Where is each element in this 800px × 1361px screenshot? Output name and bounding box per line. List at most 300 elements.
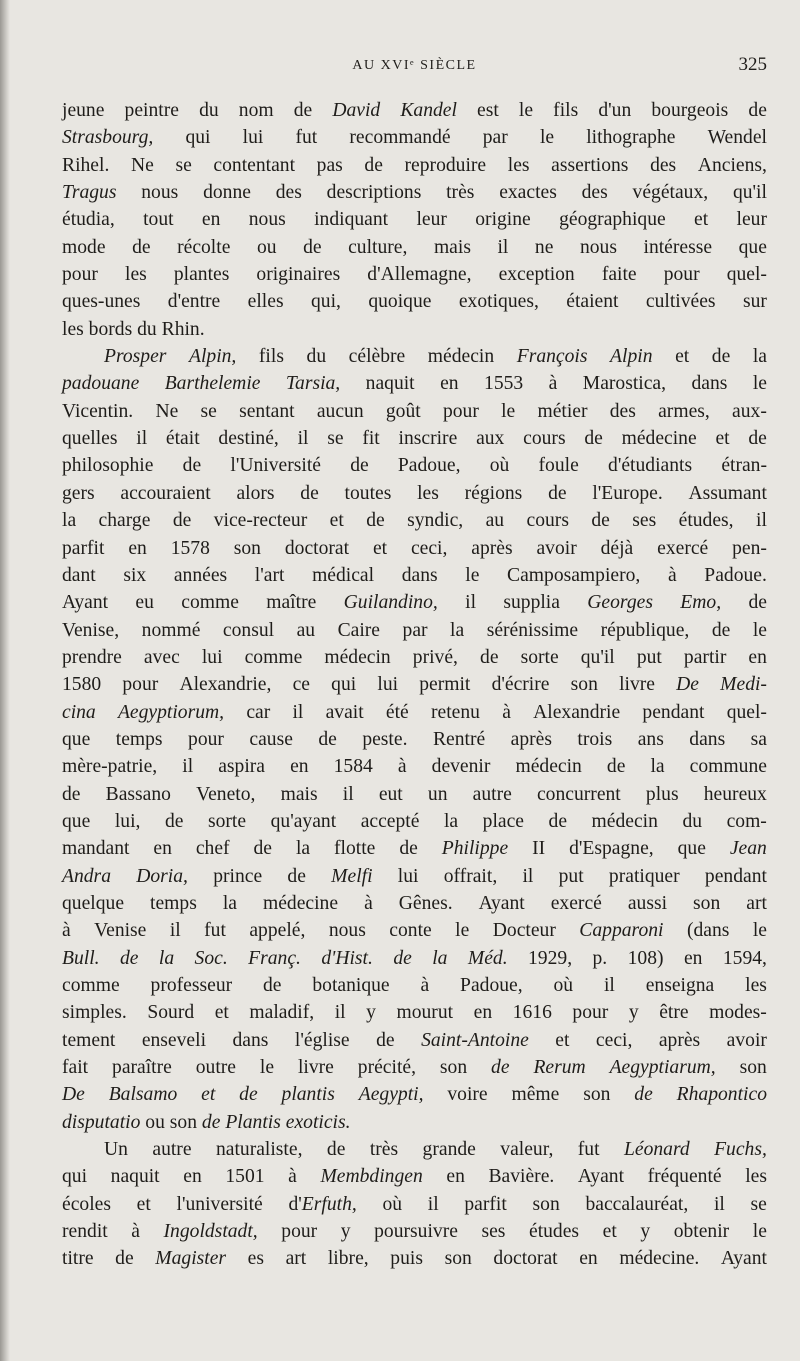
- italic-word: de: [491, 1057, 510, 1079]
- word: en: [579, 1248, 598, 1270]
- italic-word: Tarsia,: [285, 373, 341, 395]
- word: il: [603, 975, 615, 996]
- word: lui,: [114, 810, 141, 832]
- word: étaient: [566, 291, 619, 313]
- word: quelles: [62, 428, 118, 450]
- text-line: [62, 535, 767, 562]
- italic-word: padouane: [62, 373, 140, 395]
- text-line: [62, 1245, 767, 1272]
- word: com-: [726, 810, 767, 832]
- word: grande: [422, 1139, 476, 1161]
- word: nom: [238, 100, 274, 121]
- word: mode: [62, 236, 106, 258]
- word: eut: [378, 783, 403, 805]
- word: de: [548, 482, 567, 504]
- word: l'Université: [230, 455, 321, 477]
- word: naturaliste,: [215, 1139, 303, 1161]
- word: des: [581, 182, 608, 204]
- word: il: [713, 1193, 725, 1215]
- word: qu'il: [732, 182, 767, 204]
- italic-word: Magister: [155, 1248, 227, 1270]
- text-line: [62, 917, 767, 944]
- word: devenir: [431, 756, 491, 778]
- word: de: [62, 783, 81, 805]
- word: exotiques,: [458, 291, 539, 313]
- word: de: [364, 154, 383, 176]
- word: mère-patrie,: [62, 756, 158, 778]
- word: en: [473, 1002, 493, 1024]
- italic-word: Alpin: [610, 346, 653, 368]
- word: leur: [416, 209, 447, 231]
- word: son: [532, 1193, 560, 1215]
- word: Alexandrie: [533, 701, 621, 723]
- word: de: [591, 510, 610, 532]
- word: les: [417, 482, 439, 504]
- italic-word: la: [432, 947, 448, 969]
- word: à: [548, 373, 558, 395]
- text-line: [62, 398, 767, 425]
- italic-word: Plantis: [225, 1111, 286, 1133]
- word: nous: [328, 920, 366, 942]
- word: aussi: [627, 892, 668, 914]
- word: y: [640, 1221, 651, 1243]
- word: fait: [62, 1057, 89, 1079]
- word: pour: [442, 400, 479, 422]
- word: Sourd: [147, 1002, 195, 1024]
- word: son: [444, 1248, 472, 1270]
- word: sorte: [520, 646, 559, 668]
- word: poursuivre: [374, 1221, 458, 1243]
- italic-word: Franç.: [248, 947, 301, 969]
- word: peintre: [124, 100, 179, 121]
- word: exception: [498, 264, 575, 286]
- word: se: [175, 154, 192, 176]
- word: lui: [242, 127, 264, 149]
- word: régions: [464, 482, 523, 504]
- italic-word: Georges: [587, 592, 653, 614]
- italic-word: cina: [62, 701, 96, 723]
- word: es: [247, 1248, 264, 1270]
- word: exercé: [657, 537, 709, 559]
- italic-word: François: [516, 346, 588, 368]
- word: avoir: [726, 1029, 767, 1051]
- word: inscrire: [398, 428, 458, 450]
- word: 1501: [225, 1166, 265, 1188]
- text-line: [62, 699, 767, 726]
- word: de: [606, 756, 626, 778]
- word: le: [752, 920, 767, 942]
- word: cours: [526, 510, 569, 532]
- word: offrait,: [443, 865, 498, 887]
- word: à: [397, 756, 407, 778]
- word: qu'ayant: [270, 810, 337, 832]
- word: les: [62, 318, 89, 340]
- italic-word: Membdingen: [320, 1166, 423, 1188]
- text-line: [62, 972, 767, 999]
- word: pen-: [732, 537, 767, 559]
- word: cours: [523, 428, 566, 450]
- italic-word: Andra: [62, 865, 111, 887]
- word: mais: [433, 236, 471, 258]
- word: dant: [62, 564, 96, 586]
- word: d'Espagne,: [569, 838, 654, 860]
- italic-word: Jean: [729, 838, 767, 860]
- word: son: [583, 1084, 611, 1106]
- italic-word: Balsamo: [108, 1084, 178, 1106]
- word: en: [201, 209, 221, 231]
- word: du: [306, 346, 327, 368]
- word: syndic,: [407, 510, 464, 532]
- page-header: [62, 54, 767, 80]
- word: culture,: [348, 236, 408, 258]
- word: et: [555, 1029, 570, 1051]
- word: botanique: [312, 975, 390, 996]
- word: naquit: [365, 373, 415, 395]
- text-line: [62, 562, 767, 589]
- word: descriptions: [326, 182, 422, 204]
- word: heureux: [703, 783, 767, 805]
- running-head: AU XVIᵉ SIÈCLE: [352, 58, 477, 73]
- word: autre: [152, 1139, 192, 1161]
- word: la: [450, 619, 465, 641]
- word: il: [334, 1002, 346, 1024]
- word: à: [131, 1221, 140, 1243]
- italic-word: Alpin,: [188, 346, 237, 368]
- word: que: [62, 728, 91, 750]
- word: assertions: [551, 154, 629, 176]
- word: p.: [592, 947, 608, 969]
- italic-word: De: [62, 1084, 85, 1106]
- word: la: [752, 346, 767, 368]
- italic-word: Aegyptiorum,: [117, 701, 225, 723]
- italic-word: de: [393, 947, 412, 969]
- italic-word: Aegypti,: [358, 1084, 424, 1106]
- text-line: [62, 726, 767, 753]
- word: Wendel: [707, 127, 767, 149]
- word: Bassano: [105, 783, 171, 805]
- word: modes-: [709, 1002, 767, 1024]
- word: sur: [742, 291, 767, 313]
- text-line: [62, 1136, 767, 1163]
- word: II: [532, 838, 546, 860]
- word: Rhin.: [161, 318, 205, 340]
- word: en: [446, 1166, 465, 1188]
- word: il: [292, 701, 304, 723]
- word: et: [372, 537, 388, 559]
- word: ou: [256, 236, 277, 258]
- word: des: [650, 154, 677, 176]
- word: pour: [663, 264, 700, 286]
- word: pour: [188, 728, 224, 750]
- word: comme: [244, 646, 303, 668]
- word: pendant: [642, 701, 705, 723]
- word: du: [137, 318, 162, 340]
- word: ses: [481, 1221, 506, 1243]
- word: se: [200, 400, 217, 422]
- word: ceci,: [410, 537, 448, 559]
- word: se: [327, 428, 344, 450]
- word: à: [502, 701, 511, 723]
- word: 1578: [170, 537, 210, 559]
- word: Gênes.: [398, 892, 453, 914]
- italic-word: Tragus: [62, 182, 117, 204]
- word: pour: [281, 1221, 318, 1243]
- word: de: [350, 455, 369, 477]
- word: place: [482, 810, 524, 832]
- text-line: [62, 507, 767, 534]
- word: baccalauréat,: [585, 1193, 689, 1215]
- word: de: [711, 619, 731, 641]
- word: ce: [292, 674, 310, 696]
- word: naquit: [110, 1166, 160, 1188]
- word: quelque: [62, 892, 125, 914]
- word: jeune: [62, 100, 105, 121]
- word: après: [471, 537, 513, 559]
- word: retenu: [431, 701, 480, 723]
- word: le: [465, 564, 480, 586]
- word: nous: [248, 209, 286, 231]
- word: parfit: [62, 537, 105, 559]
- text-line: [62, 999, 767, 1026]
- word: lui: [397, 865, 419, 887]
- word: fréquenté: [647, 1166, 722, 1188]
- text-line: [62, 1054, 767, 1081]
- word: privé,: [412, 646, 458, 668]
- word: car: [246, 701, 271, 723]
- word: toutes: [344, 482, 392, 504]
- italic-word: Soc.: [194, 947, 228, 969]
- word: 1594,: [722, 947, 767, 969]
- word: de: [399, 838, 418, 860]
- text-line: [62, 370, 767, 397]
- word: récolte: [177, 236, 231, 258]
- text-line: [62, 425, 767, 452]
- book-spine-shadow: [0, 0, 10, 1361]
- word: son: [739, 1057, 767, 1079]
- word: sa: [750, 728, 767, 750]
- word: Camposampiero,: [507, 564, 641, 586]
- word: y: [366, 1002, 376, 1024]
- italic-word: la: [158, 947, 175, 969]
- word: la: [650, 756, 665, 778]
- text-line: [62, 261, 767, 288]
- word: 1616: [512, 1002, 552, 1024]
- word: de: [748, 100, 767, 121]
- word: Un: [104, 1139, 128, 1161]
- word: Caire: [337, 619, 381, 641]
- word: des: [609, 400, 636, 422]
- word: avoir: [536, 537, 577, 559]
- word: enseigna: [645, 975, 715, 996]
- word: le: [752, 373, 767, 395]
- text-line: [62, 671, 767, 698]
- word: Ayant: [478, 892, 525, 914]
- italic-word: Medi-: [720, 674, 767, 696]
- word: cultivées: [645, 291, 716, 313]
- word: de: [326, 1139, 346, 1161]
- italic-word: Bull.: [62, 947, 100, 969]
- word: Veneto,: [196, 783, 256, 805]
- word: célèbre: [348, 346, 406, 368]
- word: de: [132, 236, 151, 258]
- word: est: [477, 100, 499, 121]
- word: alors: [236, 482, 275, 504]
- word: de: [548, 810, 568, 832]
- word: avec: [143, 646, 180, 668]
- italic-word: et: [201, 1084, 216, 1106]
- italic-word: Saint-Antoine: [421, 1029, 529, 1051]
- word: 1584: [333, 756, 373, 778]
- word: mais: [280, 783, 318, 805]
- word: valeur,: [500, 1139, 554, 1161]
- word: après: [658, 1029, 701, 1051]
- word: il: [427, 1193, 439, 1215]
- word: par: [482, 127, 508, 149]
- word: métier: [537, 400, 588, 422]
- word: de: [303, 236, 322, 258]
- word: et: [602, 1221, 617, 1243]
- italic-word: Barthelemie: [164, 373, 261, 395]
- word: il: [182, 756, 194, 778]
- word: de: [376, 1029, 395, 1051]
- word: aux: [476, 428, 505, 450]
- text-line: [62, 179, 767, 206]
- word: que: [62, 810, 91, 832]
- word: philosophie: [62, 455, 154, 477]
- word: être: [659, 1002, 689, 1024]
- word: concurrent: [536, 783, 621, 805]
- word: de: [164, 810, 184, 832]
- word: pour: [62, 264, 98, 286]
- word: en: [153, 838, 172, 860]
- italic-word: Rerum: [533, 1057, 586, 1079]
- italic-word: de: [239, 1084, 258, 1106]
- word: prendre: [62, 646, 122, 668]
- text-line: [62, 781, 767, 808]
- word: parfit: [464, 1193, 507, 1215]
- word: son: [169, 1111, 202, 1133]
- word: Padoue,: [397, 455, 461, 477]
- italic-word: de: [634, 1084, 653, 1106]
- word: Rihel.: [62, 154, 110, 176]
- word: fut: [204, 920, 226, 942]
- word: les: [745, 1166, 767, 1188]
- word: sorte: [207, 810, 247, 832]
- word: reproduire: [404, 154, 487, 176]
- word: faite: [601, 264, 637, 286]
- word: rendit: [62, 1221, 108, 1243]
- italic-word: Erfuth,: [301, 1193, 357, 1215]
- word: art: [285, 1248, 307, 1270]
- word: que: [677, 838, 706, 860]
- word: il: [756, 510, 767, 532]
- word: ou: [145, 1111, 170, 1133]
- word: très: [369, 1139, 399, 1161]
- word: les: [745, 975, 767, 996]
- word: de: [293, 100, 313, 121]
- word: de: [263, 975, 282, 996]
- word: où: [489, 455, 510, 477]
- word: commune: [689, 756, 767, 778]
- word: temps: [150, 892, 197, 914]
- word: fut: [295, 127, 318, 149]
- word: de: [182, 455, 202, 477]
- italic-word: de: [119, 947, 139, 969]
- text-line: [62, 97, 767, 124]
- word: goût: [385, 400, 421, 422]
- word: de: [253, 838, 272, 860]
- word: doctorat: [493, 1248, 558, 1270]
- word: ses: [632, 510, 657, 532]
- word: écoles: [62, 1193, 111, 1215]
- word: 1553: [484, 373, 524, 395]
- italic-word: exoticis.: [285, 1111, 351, 1133]
- word: médecin: [324, 646, 391, 668]
- word: de: [300, 482, 319, 504]
- word: Alexandrie,: [179, 674, 272, 696]
- word: où: [382, 1193, 403, 1215]
- word: Vicentin.: [62, 400, 134, 422]
- word: quoique: [368, 291, 432, 313]
- word: maladif,: [249, 1002, 315, 1024]
- word: permit: [419, 674, 471, 696]
- word: de: [480, 646, 499, 668]
- word: le: [518, 100, 534, 121]
- text-line: [62, 234, 767, 261]
- word: géographique: [559, 209, 666, 231]
- word: l'Europe.: [592, 482, 663, 504]
- word: donne: [203, 182, 251, 204]
- word: bourgeois: [651, 100, 729, 121]
- word: fils: [258, 346, 284, 368]
- word: chef: [195, 838, 230, 860]
- text-line: [62, 835, 767, 862]
- word: son: [570, 674, 598, 696]
- word: gers: [62, 482, 95, 504]
- word: études: [529, 1221, 580, 1243]
- word: son: [233, 537, 261, 559]
- word: à: [288, 1166, 297, 1188]
- word: peste.: [362, 728, 408, 750]
- word: la: [443, 810, 459, 832]
- word: originaires: [256, 264, 341, 286]
- word: le: [752, 1221, 767, 1243]
- word: indiquant: [314, 209, 389, 231]
- word: Ayant: [577, 1166, 625, 1188]
- word: pendant: [704, 865, 767, 887]
- text-line: [62, 863, 767, 890]
- word: paraître: [112, 1057, 172, 1079]
- word: il: [522, 865, 534, 887]
- word: comme: [62, 975, 120, 996]
- word: dans: [689, 728, 726, 750]
- word: fils: [553, 100, 579, 121]
- word: très: [446, 182, 475, 204]
- word: ne: [534, 236, 554, 258]
- italic-word: de: [201, 1111, 226, 1133]
- italic-word: Aegyptiarum,: [609, 1057, 716, 1079]
- word: six: [123, 564, 147, 586]
- word: temps: [115, 728, 163, 750]
- word: Ayant: [62, 592, 109, 614]
- word: partir: [683, 646, 727, 668]
- italic-word: Ingoldstadt,: [163, 1221, 258, 1243]
- italic-word: Doria,: [136, 865, 188, 887]
- word: végétaux,: [632, 182, 709, 204]
- word: d'écrire: [491, 674, 550, 696]
- word: en: [290, 756, 309, 778]
- word: libre,: [327, 1248, 369, 1270]
